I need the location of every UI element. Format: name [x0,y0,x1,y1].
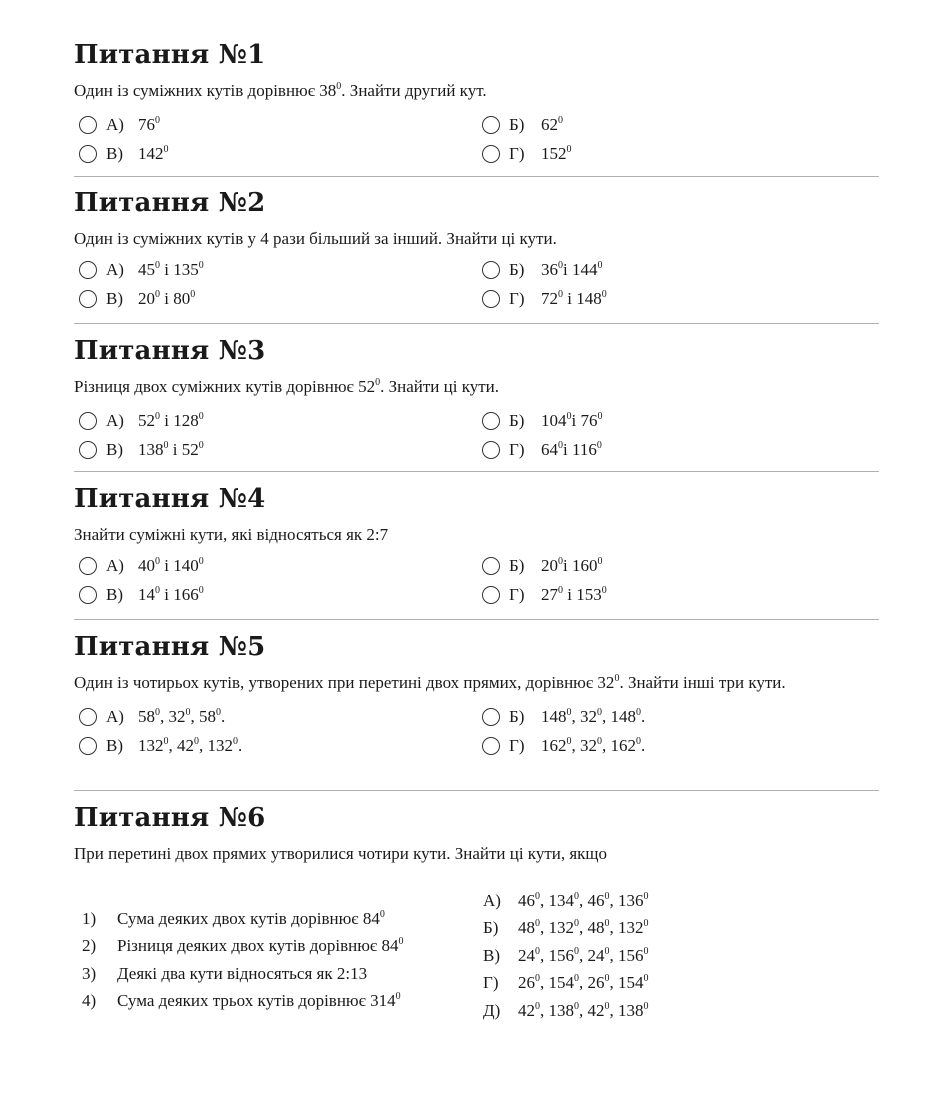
degree-mark: 0 [163,735,169,747]
matching-block [74,865,879,1025]
degree-mark: 0 [604,973,610,985]
question-title: Питання №5 [74,632,266,662]
degree-mark: 0 [198,584,204,596]
degree-mark: 0 [535,918,540,930]
degree-mark: 0 [216,706,221,718]
question-text: Один із суміжних кутів у 4 рази більший за інший. Знайти ці кути. [74,229,557,248]
degree-mark: 0 [535,890,540,902]
degree-mark: 0 [636,706,641,718]
radio-button[interactable] [79,290,97,308]
degree-mark: 0 [597,706,602,718]
conditions-list [82,905,482,1015]
option-b[interactable]: Б) $62^0$ [477,113,880,136]
list-item: А) $46^0$, $134^0$, $46^0$, $136^0$ [483,890,649,910]
degree-mark: 0 [155,259,160,271]
degree-mark: 0 [379,908,385,920]
degree-mark: 0 [574,973,579,985]
option-g[interactable]: Г) $27^0$ і $153^0$ [477,583,880,606]
option-b[interactable]: Б) $36^0і$ $144^0$ [477,258,880,281]
option-a[interactable]: А) $52^0$ і $128^0$ [74,409,477,432]
radio-button[interactable] [482,145,500,163]
degree-mark: 0 [163,143,169,155]
degree-mark: 0 [643,973,649,985]
degree-mark: 0 [190,288,196,300]
degree-mark: 0 [566,735,572,747]
list-item: 3) Деякі два кути відносяться як 2:13 [82,963,368,983]
option-v[interactable]: В) $132^0$, $42^0$, $132^0$. [74,734,477,757]
list-item: 1) Сума деяких двох кутів дорівнює $84^0$ [82,908,385,928]
option-v[interactable]: В) $142^0$ [74,142,477,165]
question-text: Один із чотирьох кутів, утворених при перетині двох прямих, дорівнює $32^0$. Знайти інші три кути. [74,673,786,692]
radio-button[interactable] [482,557,500,575]
degree-mark: 0 [155,410,160,422]
option-b[interactable]: Б) $148^0$, $32^0$, $148^0$. [477,705,880,728]
question-text: При перетині двох прямих утворилися чотири кути. Знайти ці кути, якщо [74,844,608,863]
radio-button[interactable] [79,116,97,134]
list-item: Г) $26^0$, $154^0$, $26^0$, $154^0$ [483,973,649,993]
degree-mark: 0 [198,555,204,567]
degree-mark: 0 [604,945,610,957]
degree-mark: 0 [566,410,572,422]
question-title: Питання №2 [74,188,266,218]
degree-mark: 0 [643,918,649,930]
degree-mark: 0 [155,114,160,126]
question-5 [74,632,879,757]
radio-button[interactable] [482,586,500,604]
degree-mark: 0 [558,288,563,300]
degree-mark: 0 [155,555,160,567]
degree-mark: 0 [194,735,199,747]
degree-mark: 0 [643,945,649,957]
radio-button[interactable] [79,145,97,163]
divider [74,619,879,620]
radio-button[interactable] [79,737,97,755]
option-a[interactable]: А) $45^0$ і $135^0$ [74,258,477,281]
degree-mark: 0 [198,410,204,422]
degree-mark: 0 [336,81,342,92]
option-a[interactable]: А) $40^0$ і $140^0$ [74,554,477,577]
degree-mark: 0 [155,288,160,300]
question-title: Питання №3 [74,336,266,366]
degree-mark: 0 [574,918,579,930]
divider [74,471,879,472]
degree-mark: 0 [566,143,572,155]
option-g[interactable]: Г) $162^0$, $32^0$, $162^0$. [477,734,880,757]
degree-mark: 0 [395,991,401,1003]
degree-mark: 0 [574,1000,579,1012]
radio-button[interactable] [482,441,500,459]
question-6 [74,803,879,1025]
degree-mark: 0 [198,439,204,451]
degree-mark: 0 [535,973,540,985]
radio-button[interactable] [79,441,97,459]
list-item: Б) $48^0$, $132^0$, $48^0$, $132^0$ [483,918,649,938]
option-g[interactable]: Г) $64^0і$ $116^0$ [477,438,880,461]
question-text: Різниця двох суміжних кутів дорівнює $52^0$. Знайти ці кути. [74,377,500,396]
option-g[interactable]: Г) $72^0$ і $148^0$ [477,287,880,310]
degree-mark: 0 [558,439,563,451]
list-item: 4) Сума деяких трьох кутів дорівнює $314^0$ [82,991,401,1011]
degree-mark: 0 [643,1000,649,1012]
list-item: Д) $42^0$, $138^0$, $42^0$, $138^0$ [483,1000,649,1020]
option-v[interactable]: В) $20^0$ і $80^0$ [74,287,477,310]
degree-mark: 0 [604,890,610,902]
degree-mark: 0 [535,1000,540,1012]
degree-mark: 0 [597,555,603,567]
radio-button[interactable] [482,708,500,726]
degree-mark: 0 [614,673,620,684]
degree-mark: 0 [597,259,603,271]
option-v[interactable]: В) $138^0$ і $52^0$ [74,438,477,461]
degree-mark: 0 [601,584,607,596]
question-title: Питання №6 [74,803,266,833]
degree-mark: 0 [601,288,607,300]
degree-mark: 0 [558,584,563,596]
radio-button[interactable] [482,261,500,279]
option-a[interactable]: А) $58^0$, $32^0$, $58^0$. [74,705,477,728]
degree-mark: 0 [163,439,169,451]
question-1 [74,40,879,165]
degree-mark: 0 [155,584,160,596]
answers-list [483,887,879,1025]
question-text: Один із суміжних кутів дорівнює $38^0$. Знайти другий кут. [74,81,487,100]
radio-button[interactable] [79,412,97,430]
degree-mark: 0 [535,945,540,957]
question-3 [74,336,879,461]
degree-mark: 0 [636,735,641,747]
radio-button[interactable] [79,586,97,604]
question-title: Питання №1 [74,40,266,70]
degree-mark: 0 [643,890,649,902]
question-title: Питання №4 [74,484,266,514]
degree-mark: 0 [558,259,563,271]
radio-button[interactable] [482,412,500,430]
radio-button[interactable] [482,290,500,308]
divider [74,790,879,791]
degree-mark: 0 [558,114,563,126]
option-g[interactable]: Г) $152^0$ [477,142,880,165]
radio-button[interactable] [79,708,97,726]
option-v[interactable]: В) $14^0$ і $166^0$ [74,583,477,606]
degree-mark: 0 [185,706,191,718]
radio-button[interactable] [79,557,97,575]
degree-mark: 0 [558,555,563,567]
degree-mark: 0 [233,735,238,747]
divider [74,176,879,177]
radio-button[interactable] [482,737,500,755]
list-item: В) $24^0$, $156^0$, $24^0$, $156^0$ [483,945,649,965]
degree-mark: 0 [604,1000,610,1012]
option-b[interactable]: Б) $20^0і$ $160^0$ [477,554,880,577]
degree-mark: 0 [566,706,572,718]
degree-mark: 0 [574,945,579,957]
degree-mark: 0 [375,377,381,388]
divider [74,323,879,324]
degree-mark: 0 [596,439,602,451]
degree-mark: 0 [604,918,610,930]
option-a[interactable]: А) $76^0$ [74,113,477,136]
degree-mark: 0 [398,936,404,948]
question-2 [74,188,879,310]
question-4 [74,484,879,606]
question-text: Знайти суміжні кути, які відносяться як 2:7 [74,525,389,544]
radio-button[interactable] [482,116,500,134]
degree-mark: 0 [574,890,579,902]
degree-mark: 0 [597,735,602,747]
radio-button[interactable] [79,261,97,279]
degree-mark: 0 [597,410,603,422]
degree-mark: 0 [198,259,204,271]
list-item: 2) Різниця деяких двох кутів дорівнює $84^0$ [82,936,404,956]
degree-mark: 0 [155,706,160,718]
option-b[interactable]: Б) $104^0і$ $76^0$ [477,409,880,432]
